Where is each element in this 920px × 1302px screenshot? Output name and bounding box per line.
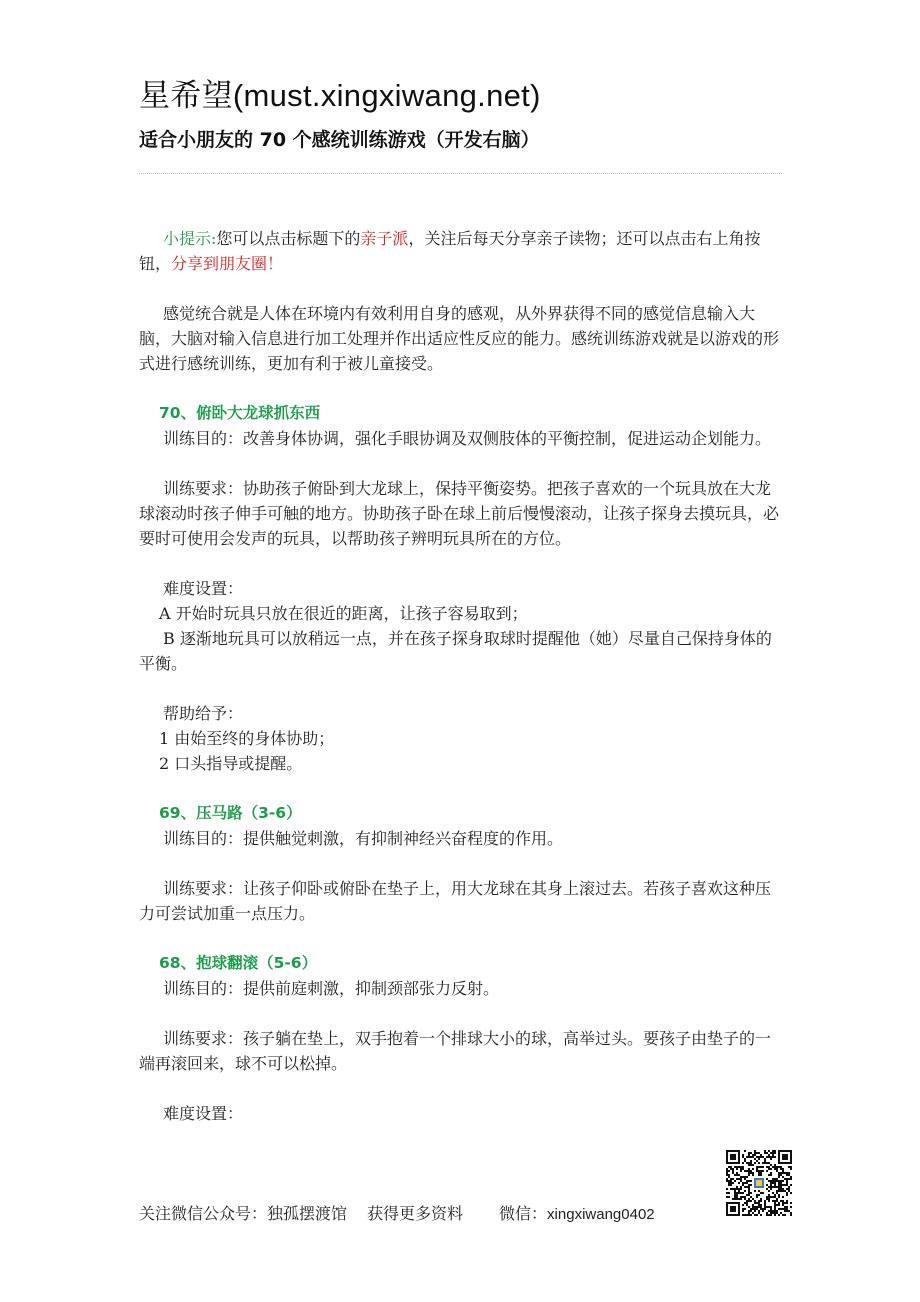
difficulty-label: 难度设置： (163, 1104, 244, 1123)
footer-wechat-account: 关注微信公众号：独孤摆渡馆 (139, 1204, 348, 1223)
article-body (139, 226, 784, 1126)
section-requirement: 训练要求：协助孩子俯卧到大龙球上，保持平衡姿势。把孩子喜欢的一个玩具放在大龙球滚动时孩子伸手可触的地方。协助孩子卧在球上前后慢慢滚动，让孩子探身去摸玩具，必要时可使用会发声的玩具，以帮助孩子辨明玩具所在的方位。 (139, 479, 780, 548)
section-heading: 68、抱球翻滚（5-6） (159, 954, 318, 972)
help-item: 2 口头指导或提醒。 (159, 754, 303, 773)
page-footer (139, 1201, 739, 1224)
follow-link[interactable]: 亲子派 (360, 229, 409, 248)
tip-label: 小提示: (163, 229, 217, 248)
help-item: 1 由始至终的身体协助； (159, 729, 335, 748)
section-goal: 训练目的：提供前庭刺激，抑制颈部张力反射。 (163, 979, 500, 998)
site-title: 星希望(must.xingxiwang.net) (139, 78, 541, 113)
tip-paragraph (139, 226, 784, 276)
section-requirement: 训练要求：让孩子仰卧或俯卧在垫子上，用大龙球在其身上滚过去。若孩子喜欢这种压力可尝试加重一点压力。 (139, 879, 772, 923)
section-goal: 训练目的：提供触觉刺激，有抑制神经兴奋程度的作用。 (163, 829, 564, 848)
difficulty-item: B 逐渐地玩具可以放稍远一点，并在孩子探身取球时提醒他（她）尽量自己保持身体的平衡。 (139, 629, 772, 673)
tip-text-1: 您可以点击标题下的 (216, 229, 361, 248)
share-link[interactable]: 分享到朋友圈！ (171, 254, 284, 273)
footer-more-resources: 获得更多资料 (367, 1204, 464, 1223)
section-goal: 训练目的：改善身体协调，强化手眼协调及双侧肢体的平衡控制，促进运动企划能力。 (163, 429, 772, 448)
title-divider (139, 173, 782, 174)
difficulty-item: A 开始时玩具只放在很近的距离，让孩子容易取到； (159, 604, 528, 623)
tip-text-2: ，关注后每天分享亲子读物；还可以点击右上角按钮， (139, 229, 761, 273)
section-heading: 69、压马路（3-6） (159, 804, 302, 822)
intro-paragraph: 感觉统合就是人体在环境内有效利用自身的感观，从外界获得不同的感觉信息输入大脑，大脑对输入信息进行加工处理并作出适应性反应的能力。感统训练游戏就是以游戏的形式进行感统训练，更加有利于被儿童接受。 (139, 304, 780, 373)
document-title: 适合小朋友的 70 个感统训练游戏（开发右脑） (139, 129, 540, 151)
footer-wechat-id: xingxiwang0402 (547, 1206, 655, 1223)
help-label: 帮助给予： (163, 704, 244, 723)
difficulty-label: 难度设置： (163, 579, 244, 598)
section-requirement: 训练要求：孩子躺在垫上，双手抱着一个排球大小的球，高举过头。要孩子由垫子的一端再滚回来，球不可以松掉。 (139, 1029, 772, 1073)
footer-wechat-label: 微信： (499, 1204, 548, 1223)
section-heading: 70、俯卧大龙球抓东西 (159, 404, 321, 422)
qr-code-icon (726, 1150, 792, 1216)
